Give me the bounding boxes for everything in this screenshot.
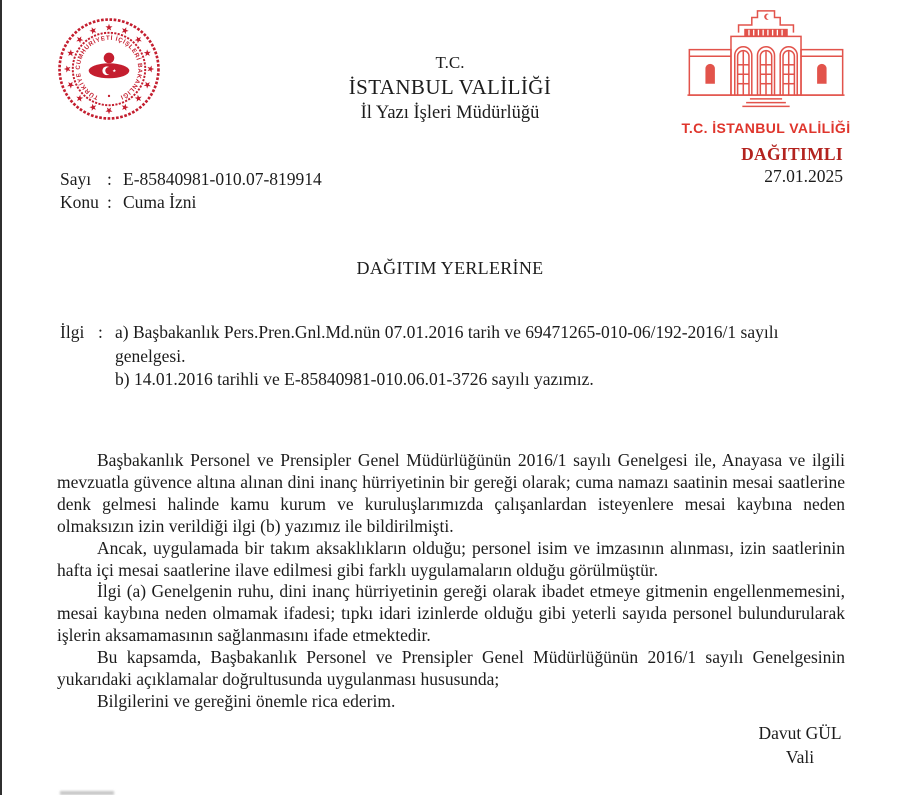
seal-graphic — [56, 14, 162, 124]
references-label: İlgi — [60, 322, 85, 342]
konu-label: Konu — [60, 192, 99, 212]
recipient-title: DAĞITIM YERLERİNE — [356, 258, 544, 278]
body-paragraph: Bu kapsamda, Başbakanlık Personel ve Prensipler Genel Müdürlüğünün 2016/1 sayılı Genelgesinin yukarıdaki açıklamalar doğrultusunda uygulanması hususunda; — [57, 647, 845, 690]
body-paragraph: Ancak, uygulamada bir takım aksaklıkların olduğu; personel isim ve imzasının alınması, izin saatlerinin hafta içi mesai saatlerine ilave edilmesi gibi farklı uygulamaların olduğu görülmüştür. — [57, 537, 845, 580]
distribution-block — [741, 144, 843, 187]
frieze-band — [744, 29, 788, 37]
letterhead — [230, 52, 670, 125]
konu-row — [60, 191, 322, 214]
sayi-label: Sayı — [60, 169, 92, 189]
konu-value: Cuma İzni — [123, 192, 197, 212]
arched-windows — [735, 47, 797, 95]
body-paragraph: Bilgilerini ve gereğini önemle rica ederim. — [97, 690, 396, 711]
footer-scan-smudge — [60, 791, 114, 795]
crescent-icon — [764, 14, 769, 20]
sayi-colon: : — [107, 169, 112, 189]
document-date: 27.01.2025 — [764, 166, 843, 186]
governorship-building-icon — [681, 8, 851, 114]
valilik-logo-caption: T.C. İSTANBUL VALİLİĞİ — [681, 120, 851, 136]
valilik-logo — [680, 8, 852, 136]
distribution-tag: DAĞITIMLI — [741, 144, 843, 164]
body-paragraph: Başbakanlık Personel ve Prensipler Genel Müdürlüğünün 2016/1 sayılı Genelgesi ile, Anayasa ve ilgili mevzuatla güvence altına alınan dini inanç hürriyetinin bir gereği olarak; cuma namazı saatinin mesai saatlerine denk gelmesi halinde kamu kurum ve kuruluşlarımızda çalışanlardan isteyenlere mesai kaybına neden olmaksızın izin verildiği ilgi (b) yazımız ile bildirilmişti. — [57, 450, 845, 536]
meta-block — [60, 168, 322, 214]
sun-icon — [104, 53, 115, 64]
letterhead-tc: T.C. — [435, 53, 465, 72]
reference-item-a: a) Başbakanlık Pers.Pren.Gnl.Md.nün 07.01.2016 tarih ve 69471265-010-06/192-2016/1 sayılı genelgesi. — [115, 322, 779, 366]
reference-item-b: b) 14.01.2016 tarihli ve E-85840981-010.06.01-3726 sayılı yazımız. — [115, 369, 594, 389]
letterhead-department: İl Yazı İşleri Müdürlüğü — [360, 103, 540, 124]
sayi-row — [60, 168, 322, 191]
references-items — [115, 321, 812, 392]
references-block — [60, 321, 812, 392]
references-colon: : — [98, 322, 103, 342]
seal-bottom-dot — [108, 95, 110, 97]
interior-ministry-seal-icon — [56, 14, 162, 129]
scan-edge-artifact — [0, 0, 2, 795]
signature-block — [740, 722, 860, 769]
body-paragraph: İlgi (a) Genelgenin ruhu, dini inanç hürriyetinin gereği olarak ibadet etmeye gitmenin engellenmemesini, mesai kaybına neden olmamak ifadesi; tıpkı idari izinlerde olduğu gibi yeterli sayıda personel bulundurularak işlerin aksamamasının sağlanmasını ifade etmektedir. — [57, 581, 845, 646]
signatory-title: Vali — [785, 746, 815, 767]
signatory-name: Davut GÜL — [758, 723, 842, 743]
letter-body — [57, 450, 845, 713]
konu-colon: : — [107, 192, 112, 212]
entrance-steps — [687, 95, 844, 106]
seal-circular-text: TÜRKİYE CUMHURİYETİ İÇİŞLERİ BAKANLIĞI — [74, 34, 144, 101]
sayi-value: E-85840981-010.07-819914 — [123, 169, 322, 189]
seal-center-emblem — [89, 53, 130, 97]
letterhead-office: İSTANBUL VALİLİĞİ — [348, 75, 552, 100]
